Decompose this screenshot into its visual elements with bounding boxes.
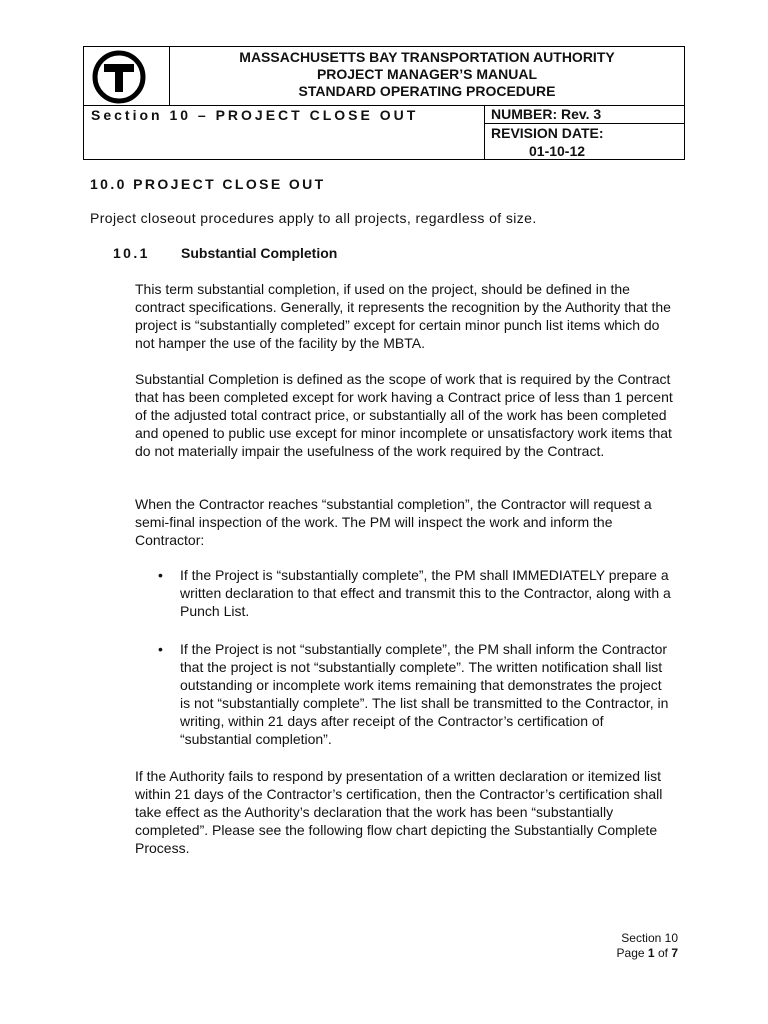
paragraph-substantial-completion: Substantial Completion is defined as the scope of work that is required by the Contract that has been completed except for work having a Contract price of less than 1 percent of the adjusted total contract price, or substantially all of the work has been completed and opened to public use except for minor incomplete or unsatisfactory work items that do not materially impair the usefulness of the work required by the Contract.	[135, 371, 673, 459]
bullet-list	[155, 566, 675, 748]
header-titles	[170, 47, 684, 107]
mbta-logo	[92, 50, 146, 104]
section-heading: 10.0 PROJECT CLOSE OUT	[90, 176, 326, 192]
document-header	[83, 46, 685, 160]
revision-label: REVISION DATE:	[491, 125, 604, 141]
manual-line: PROJECT MANAGER’S MANUAL	[316, 66, 538, 82]
number-label: NUMBER: Rev. 3	[491, 106, 602, 122]
page-number	[617, 946, 678, 961]
bullet-text: If the Project is not “substantially complete”, the PM shall inform the Contractor that the project is not “substantially complete”. The written notification shall list outstanding or incomplete work items remaining that demonstrates the project is not “substantially complete”. The list shall be transmitted to the Contractor, in writing, within 21 days after receipt of the Contractor’s certification of “substantial completion”.	[180, 641, 669, 747]
page-current: 1	[647, 946, 655, 960]
footer-section: Section 10	[621, 931, 678, 945]
bullet-icon: •	[158, 641, 163, 657]
paragraph-authority-response: If the Authority fails to respond by presentation of a written declaration or itemized list within 21 days of the Contractor’s certification, then the Contractor’s certification shall take effect as the Authority’s declaration that the work has been “substantially completed”. Please see the following flow chart depicting the Substantially Complete Process.	[135, 768, 663, 856]
section-label: Section 10 – PROJECT CLOSE OUT	[84, 106, 485, 160]
paragraph-definition: This term substantial completion, if used on the project, should be defined in the contract specifications. Generally, it represents the recognition by the Authority that the project is “substantially completed” except for certain minor punch list items which do not hamper the use of the facility by the MBTA.	[135, 281, 671, 351]
revision-date: 01-10-12	[529, 143, 586, 159]
revision-cell	[485, 124, 684, 160]
page-total: 7	[671, 946, 678, 960]
page-footer	[617, 931, 678, 961]
paragraph-contractor-request: When the Contractor reaches “substantial completion”, the Contractor will request a semi-final inspection of the work. The PM will inspect the work and inform the Contractor:	[135, 496, 652, 548]
intro-text: Project closeout procedures apply to all projects, regardless of size.	[90, 210, 537, 226]
list-item	[155, 640, 675, 748]
subsection-title: Substantial Completion	[181, 245, 338, 261]
org-line: MASSACHUSETTS BAY TRANSPORTATION AUTHORITY	[239, 49, 615, 65]
subsection-number: 10.1	[113, 245, 150, 261]
page-word: Page	[616, 946, 645, 960]
subsection-heading	[113, 245, 337, 261]
bullet-icon: •	[158, 567, 163, 583]
page-of: of	[657, 946, 668, 960]
bullet-text: If the Project is “substantially complete”, the PM shall IMMEDIATELY prepare a written declaration to that effect and transmit this to the Contractor, along with a Punch List.	[180, 567, 671, 619]
sop-line: STANDARD OPERATING PROCEDURE	[298, 83, 556, 99]
list-item	[155, 566, 675, 620]
logo-cell	[84, 47, 170, 105]
